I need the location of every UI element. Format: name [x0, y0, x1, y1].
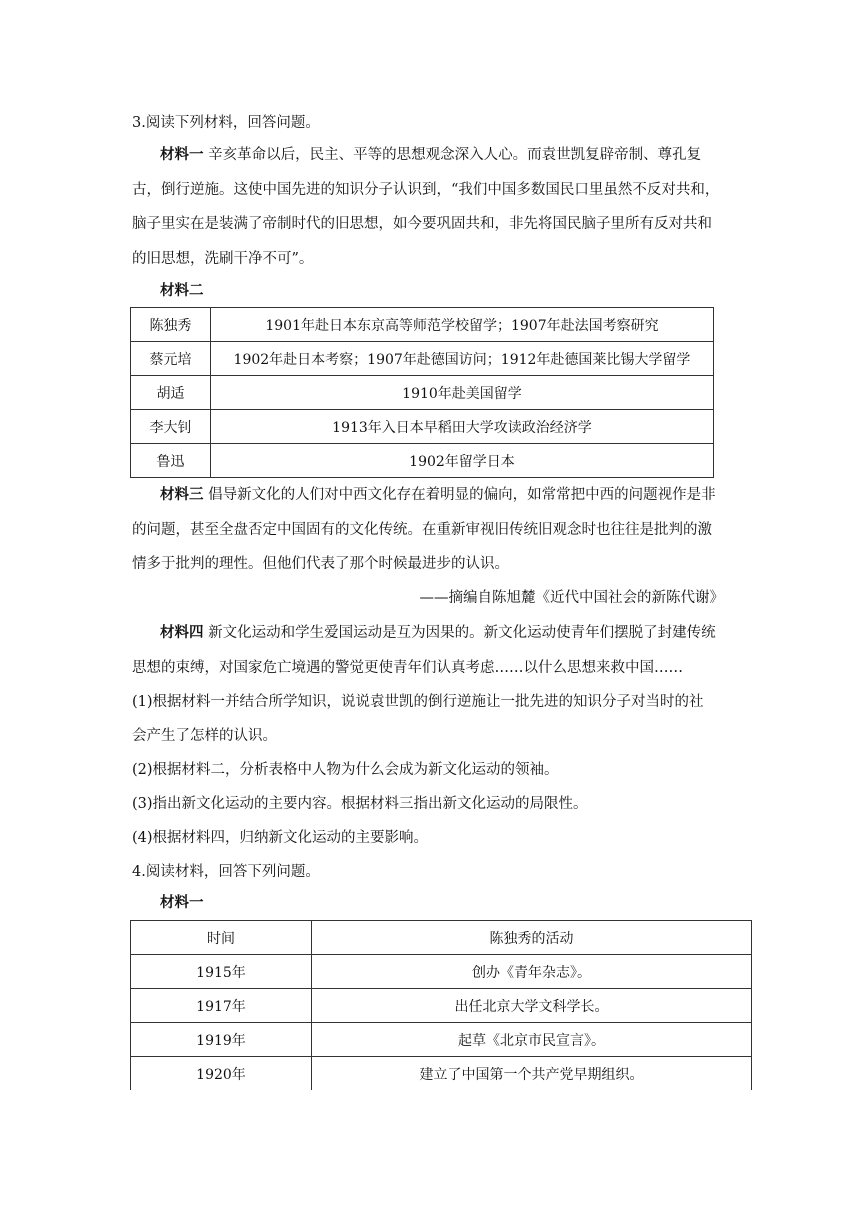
time-cell: 1915年: [131, 955, 312, 989]
header-activity: 陈独秀的活动: [312, 921, 752, 955]
sub-question-1-cont: 会产生了怎样的认识。: [132, 728, 277, 744]
q4-material-1-label: 材料一: [160, 894, 204, 911]
person-detail-cell: 1910年赴美国留学: [211, 376, 714, 410]
material-text: 新文化运动和学生爱国运动是互为因果的。新文化运动使青年们摆脱了封建传统思想的束缚，对国家危亡境遇的警觉更使青年们认真考虑……以什么思想来救中国……: [132, 625, 716, 676]
person-name-cell: 蔡元培: [131, 342, 211, 376]
material-text: 辛亥革命以后，民主、平等的思想观念深入人心。而袁世凯复辟帝制、尊孔复古，倒行逆施。这使中国先进的知识分子认识到，“我们中国多数国民口里虽然不反对共和，脑子里实在是装满了帝制时代的旧思想，如今要巩固共和，非先将国民脑子里所有反对共和的旧思想，洗刷干净不可”。: [132, 147, 720, 267]
q3-material-2-label: 材料二: [160, 282, 204, 299]
sub-question-4: (4)根据材料四，归纳新文化运动的主要影响。: [132, 830, 429, 846]
table-row: [131, 989, 752, 1023]
material-label: 材料四: [160, 624, 204, 641]
person-name-cell: 胡适: [131, 376, 211, 410]
activity-cell: 建立了中国第一个共产党早期组织。: [312, 1057, 752, 1091]
question-3-title: 3.阅读下列材料，回答问题。: [132, 115, 320, 131]
time-cell: 1920年: [131, 1057, 312, 1091]
activity-cell: 起草《北京市民宣言》。: [312, 1023, 752, 1057]
table-row: [131, 1057, 752, 1091]
person-detail-cell: 1913年入日本早稻田大学攻读政治经济学: [211, 410, 714, 444]
q3-material-4: [132, 616, 724, 685]
q3-material-3: [132, 478, 724, 582]
material-label: 材料三: [160, 486, 204, 503]
person-detail-cell: 1901年赴日本东京高等师范学校留学；1907年赴法国考察研究: [211, 308, 714, 342]
table-row: [131, 376, 714, 410]
table-row: [131, 1023, 752, 1057]
sub-question-3: (3)指出新文化运动的主要内容。根据材料三指出新文化运动的局限性。: [132, 796, 588, 812]
time-cell: 1919年: [131, 1023, 312, 1057]
sub-question-2: (2)根据材料二，分析表格中人物为什么会成为新文化运动的领袖。: [132, 762, 559, 778]
activity-cell: 出任北京大学文科学长。: [312, 989, 752, 1023]
person-name-cell: 李大钊: [131, 410, 211, 444]
question-4-title: 4.阅读材料，回答下列问题。: [132, 864, 320, 880]
q3-material-1: [132, 138, 724, 276]
activity-cell: 创办《青年杂志》。: [312, 955, 752, 989]
table-row: [131, 444, 714, 478]
table-row: [131, 410, 714, 444]
table-header-row: [131, 921, 752, 955]
person-detail-cell: 1902年赴日本考察；1907年赴德国访问；1912年赴德国莱比锡大学留学: [211, 342, 714, 376]
time-cell: 1917年: [131, 989, 312, 1023]
q4-material-1-table: [130, 920, 752, 1090]
table-row: [131, 955, 752, 989]
header-time: 时间: [131, 921, 312, 955]
material-label: 材料一: [160, 146, 204, 163]
q3-material-2-table: [130, 307, 714, 478]
sub-question-1: (1)根据材料一并结合所学知识，说说袁世凯的倒行逆施让一批先进的知识分子对当时的社: [132, 694, 704, 710]
person-name-cell: 鲁迅: [131, 444, 211, 478]
table-row: [131, 308, 714, 342]
material-source: ——摘编自陈旭麓《近代中国社会的新陈代谢》: [419, 590, 724, 606]
material-text: 倡导新文化的人们对中西文化存在着明显的偏向，如常常把中西的问题视作是非的问题，甚至全盘否定中国固有的文化传统。在重新审视旧传统旧观念时也往往是批判的激情多于批判的理性。但他们代表了那个时候最进步的认识。: [132, 487, 716, 572]
person-name-cell: 陈独秀: [131, 308, 211, 342]
person-detail-cell: 1902年留学日本: [211, 444, 714, 478]
table-row: [131, 342, 714, 376]
